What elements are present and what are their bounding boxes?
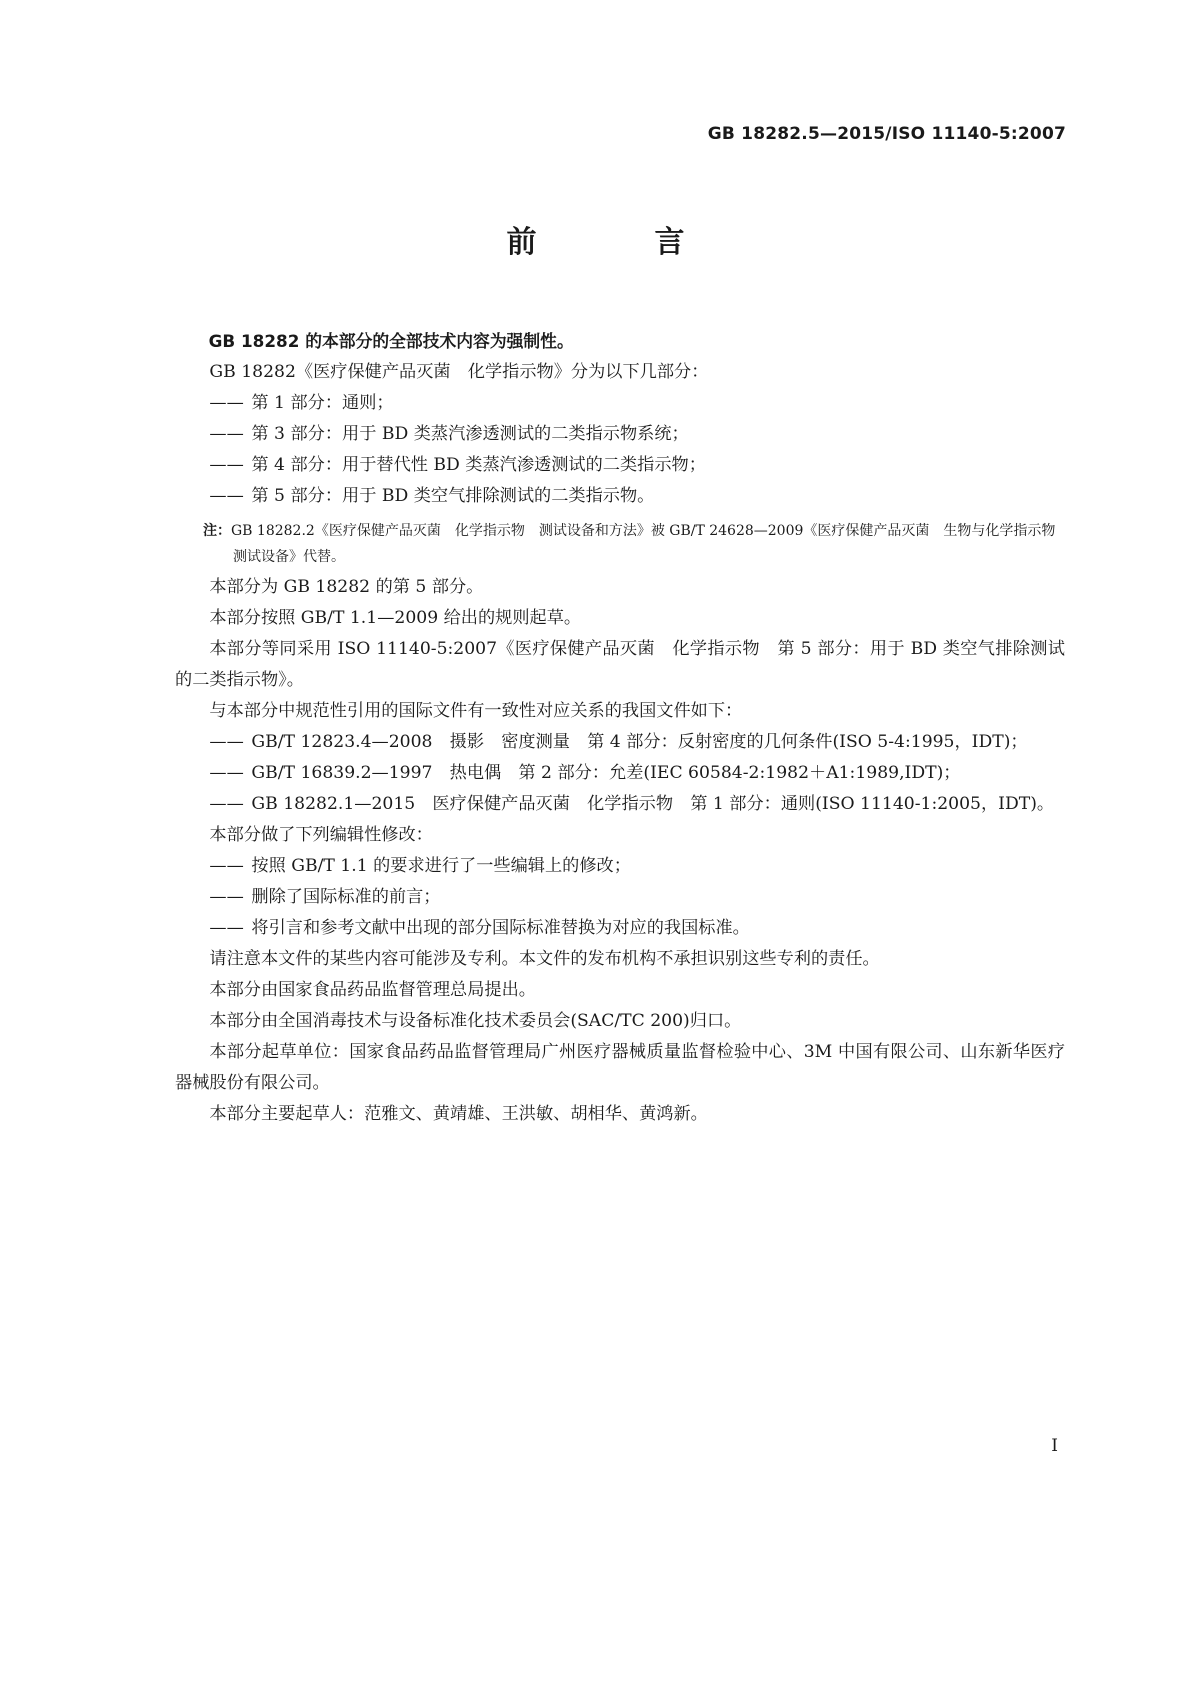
- preface-body: [175, 326, 1070, 1130]
- committee-statement: 本部分由全国消毒技术与设备标准化技术委员会(SAC/TC 200)归口。: [209, 1011, 742, 1031]
- dash-mark: ——: [209, 455, 244, 475]
- correspondence-intro: 与本部分中规范性引用的国际文件有一致性对应关系的我国文件如下：: [209, 701, 743, 721]
- note-label: 注：: [203, 523, 231, 539]
- standard-code-header: GB 18282.5—2015/ISO 11140-5:2007: [707, 124, 1066, 144]
- proposer-statement: 本部分由国家食品药品监督管理总局提出。: [209, 980, 536, 1000]
- reference-list-item: —— GB/T 12823.4—2008 摄影 密度测量 第 4 部分：反射密度的几何条件(ISO 5-4:1995，IDT)；: [175, 727, 1065, 758]
- reference-list-item: —— GB/T 16839.2—1997 热电偶 第 2 部分：允差(IEC 60584-2:1982＋A1:1989,IDT)；: [175, 758, 1065, 789]
- editorial-changes-intro: 本部分做了下列编辑性修改：: [209, 825, 433, 845]
- dash-mark: ——: [209, 424, 244, 444]
- dash-mark: ——: [209, 763, 244, 783]
- part-list-item: —— 第 1 部分：通则；: [175, 388, 1065, 419]
- patent-notice: 请注意本文件的某些内容可能涉及专利。本文件的发布机构不承担识别这些专利的责任。: [209, 949, 880, 969]
- mandatory-statement: GB 18282 的本部分的全部技术内容为强制性。: [208, 331, 574, 351]
- dash-mark: ——: [209, 887, 244, 907]
- parts-intro: GB 18282《医疗保健产品灭菌 化学指示物》分为以下几部分：: [209, 362, 709, 382]
- part-list-item: —— 第 4 部分：用于替代性 BD 类蒸汽渗透测试的二类指示物；: [175, 450, 1065, 481]
- editorial-change-item: —— 将引言和参考文献中出现的部分国际标准替换为对应的我国标准。: [175, 913, 1065, 944]
- equivalence-statement: 本部分等同采用 ISO 11140-5:2007《医疗保健产品灭菌 化学指示物 第 5 部分：用于 BD 类空气排除测试的二类指示物》。: [175, 639, 1065, 690]
- editorial-change-item: —— 删除了国际标准的前言；: [175, 882, 1065, 913]
- note-text: GB 18282.2《医疗保健产品灭菌 化学指示物 测试设备和方法》被 GB/T 24628—2009《医疗保健产品灭菌 生物与化学指示物 测试设备》代替。: [231, 523, 1070, 565]
- dash-mark: ——: [209, 856, 244, 876]
- drafting-units: 本部分起草单位：国家食品药品监督管理局广州医疗器械质量监督检验中心、3M 中国有限公司、山东新华医疗器械股份有限公司。: [175, 1042, 1065, 1093]
- part-list-item: —— 第 5 部分：用于 BD 类空气排除测试的二类指示物。: [175, 481, 1065, 512]
- dash-mark: ——: [209, 794, 244, 814]
- page-title: 前 言: [506, 225, 729, 260]
- dash-mark: ——: [209, 486, 244, 506]
- editorial-change-item: —— 按照 GB/T 1.1 的要求进行了一些编辑上的修改；: [175, 851, 1065, 882]
- page-number: I: [1051, 1436, 1058, 1456]
- dash-mark: ——: [209, 732, 244, 752]
- drafting-rules-statement: 本部分按照 GB/T 1.1—2009 给出的规则起草。: [209, 608, 582, 628]
- dash-mark: ——: [209, 393, 244, 413]
- reference-list-item: —— GB 18282.1—2015 医疗保健产品灭菌 化学指示物 第 1 部分：通则(ISO 11140-1:2005，IDT)。: [175, 789, 1065, 820]
- note: [175, 518, 1070, 570]
- part-number-statement: 本部分为 GB 18282 的第 5 部分。: [209, 577, 484, 597]
- drafters: 本部分主要起草人：范雅文、黄靖雄、王洪敏、胡相华、黄鸿新。: [209, 1104, 708, 1124]
- part-list-item: —— 第 3 部分：用于 BD 类蒸汽渗透测试的二类指示物系统；: [175, 419, 1065, 450]
- dash-mark: ——: [209, 918, 244, 938]
